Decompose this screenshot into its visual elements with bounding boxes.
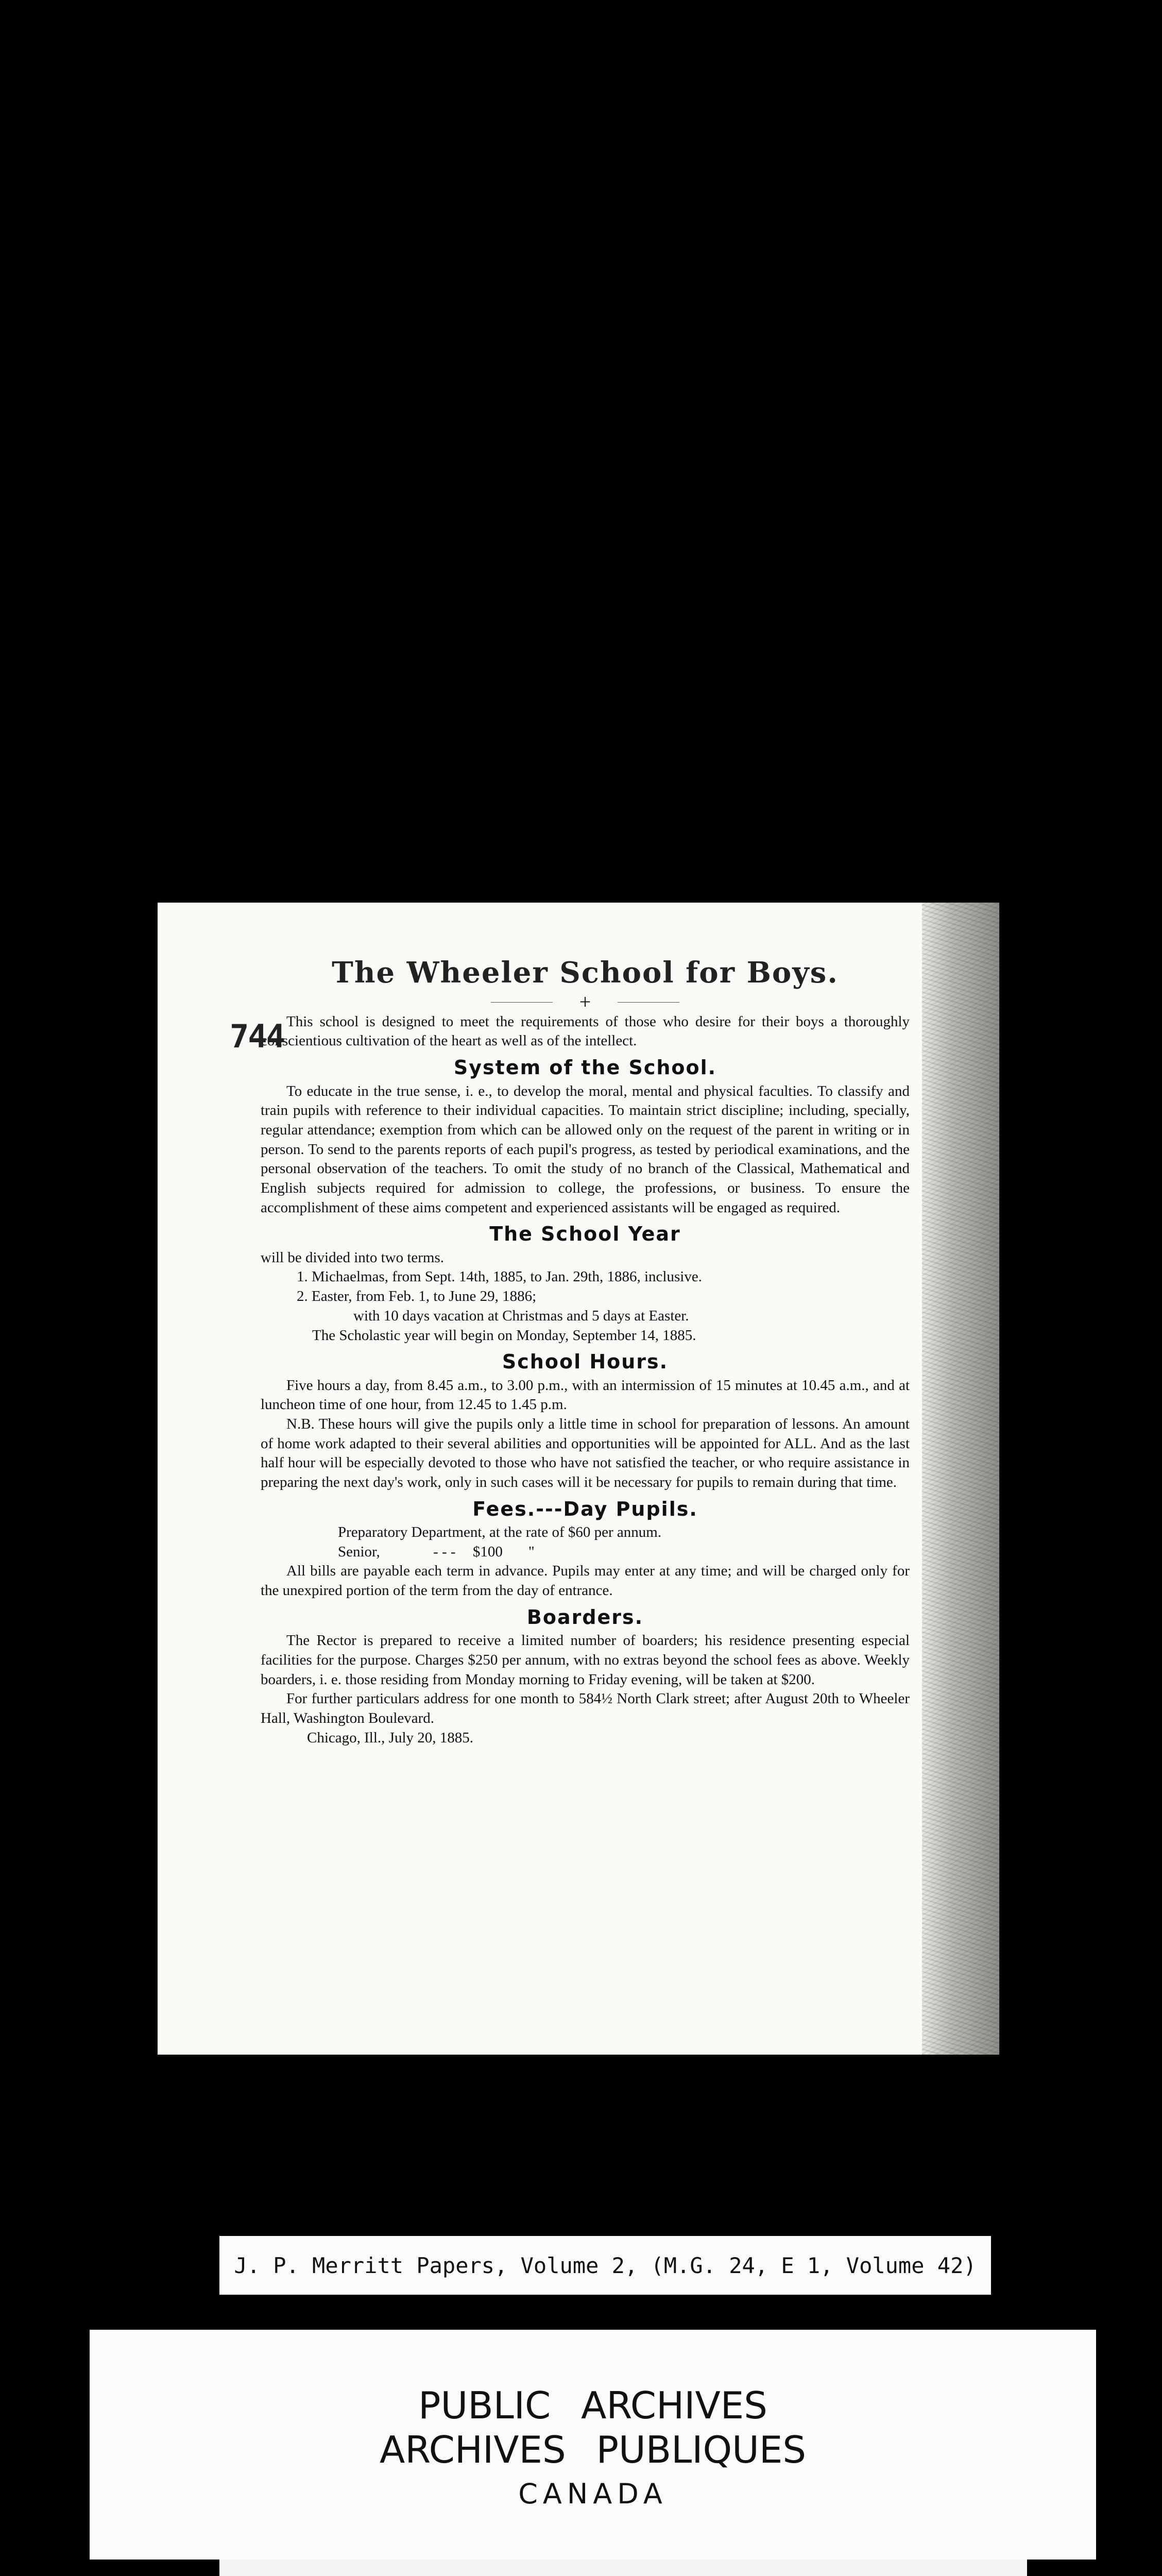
fee-senior-dashes: - - - (433, 1543, 456, 1560)
document-title: The Wheeler School for Boys. (332, 956, 839, 990)
system-heading: System of the School. (453, 1056, 717, 1079)
stamp-tail-strip (219, 2560, 1027, 2576)
scholastic-begin: The Scholastic year will begin on Monday, September 14, 1885. (312, 1327, 696, 1344)
handwritten-number: 744 (230, 1018, 284, 1055)
scanned-document (158, 903, 999, 2055)
citation-label: J. P. Merritt Papers, Volume 2, (M.G. 24, E 1, Volume 42) (219, 2236, 991, 2295)
fee-bills: All bills are payable each term in advance. Pupils may enter at any time; and will be charged only for the unexpired portion of the term from the day of entrance. (261, 1563, 910, 1599)
school-hours-heading: School Hours. (502, 1350, 669, 1374)
torn-page-edge (922, 903, 999, 2055)
vacation-note: with 10 days vacation at Christmas and 5 days at Easter. (353, 1307, 689, 1324)
stamp-line-english: PUBLIC ARCHIVES (418, 2384, 767, 2427)
school-year-intro: will be divided into two terms. (261, 1249, 445, 1266)
archives-stamp (90, 2330, 1096, 2560)
intro-paragraph: This school is designed to meet the requirements of those who desire for their boys a thoroughly conscientious cultivation of the heart as well as of the intellect. (261, 1013, 910, 1049)
fee-senior-ditto: " (528, 1543, 535, 1560)
boarders-heading: Boarders. (526, 1605, 644, 1629)
stamp-line-french: ARCHIVES PUBLIQUES (379, 2428, 807, 2472)
title-ornament: + (261, 992, 910, 1012)
fee-senior-label: Senior, (338, 1543, 380, 1560)
school-hours-note: N.B. These hours will give the pupils only a little time in school for preparation of lessons. An amount of home work adapted to their several abilities and opportunities will be appointed for ALL. And as the last half hour will be especially devoted to those who have not satisfied the teacher, or who require assistance in preparing the next day's work, only in such cases will it be necessary for pupils to remain during that time. (261, 1415, 910, 1491)
stamp-line-country: CANADA (518, 2477, 668, 2510)
term-2: 2. Easter, from Feb. 1, to June 29, 1886; (297, 1288, 537, 1305)
fee-senior-amount: $100 (472, 1543, 503, 1560)
boarders-paragraph: The Rector is prepared to receive a limited number of boarders; his residence presenting especial facilities for the purpose. Charges $250 per annum, with no extras beyond the school fees as above. Weekly boarders, i. e. those residing from Monday morning to Friday evening, will be taken at $200. (261, 1632, 910, 1688)
fee-preparatory: Preparatory Department, at the rate of $60 per annum. (338, 1524, 662, 1541)
address-paragraph: For further particulars address for one month to 584½ North Clark street; after August 20th to Wheeler Hall, Washington Boulevard. (261, 1690, 910, 1726)
sign-off: Chicago, Ill., July 20, 1885. (307, 1729, 474, 1746)
term-1: 1. Michaelmas, from Sept. 14th, 1885, to Jan. 29th, 1886, inclusive. (297, 1268, 702, 1285)
school-year-heading: The School Year (489, 1223, 681, 1246)
school-hours-paragraph: Five hours a day, from 8.45 a.m., to 3.00 p.m., with an intermission of 15 minutes at 10.45 a.m., and at luncheon time of one hour, from 12.45 to 1.45 p.m. (261, 1377, 910, 1413)
fee-senior-row (338, 1543, 801, 1562)
document-text (230, 944, 910, 1748)
system-paragraph: To educate in the true sense, i. e., to develop the moral, mental and physical faculties. To classify and train pupils with reference to their individual capacities. To maintain strict discipline; including, specially, regular attendance; exemption from which can be allowed only on the request of the parent in writing or in person. To send to the parents reports of each pupil's progress, as tested by periodical examinations, and the personal observation of the teachers. To omit the study of no branch of the Classical, Mathematical and English subjects required for admission to college, the professions, or business. To ensure the accomplishment of these aims competent and experienced assistants will be engaged as required. (261, 1082, 910, 1216)
fees-heading: Fees.---Day Pupils. (472, 1497, 698, 1520)
